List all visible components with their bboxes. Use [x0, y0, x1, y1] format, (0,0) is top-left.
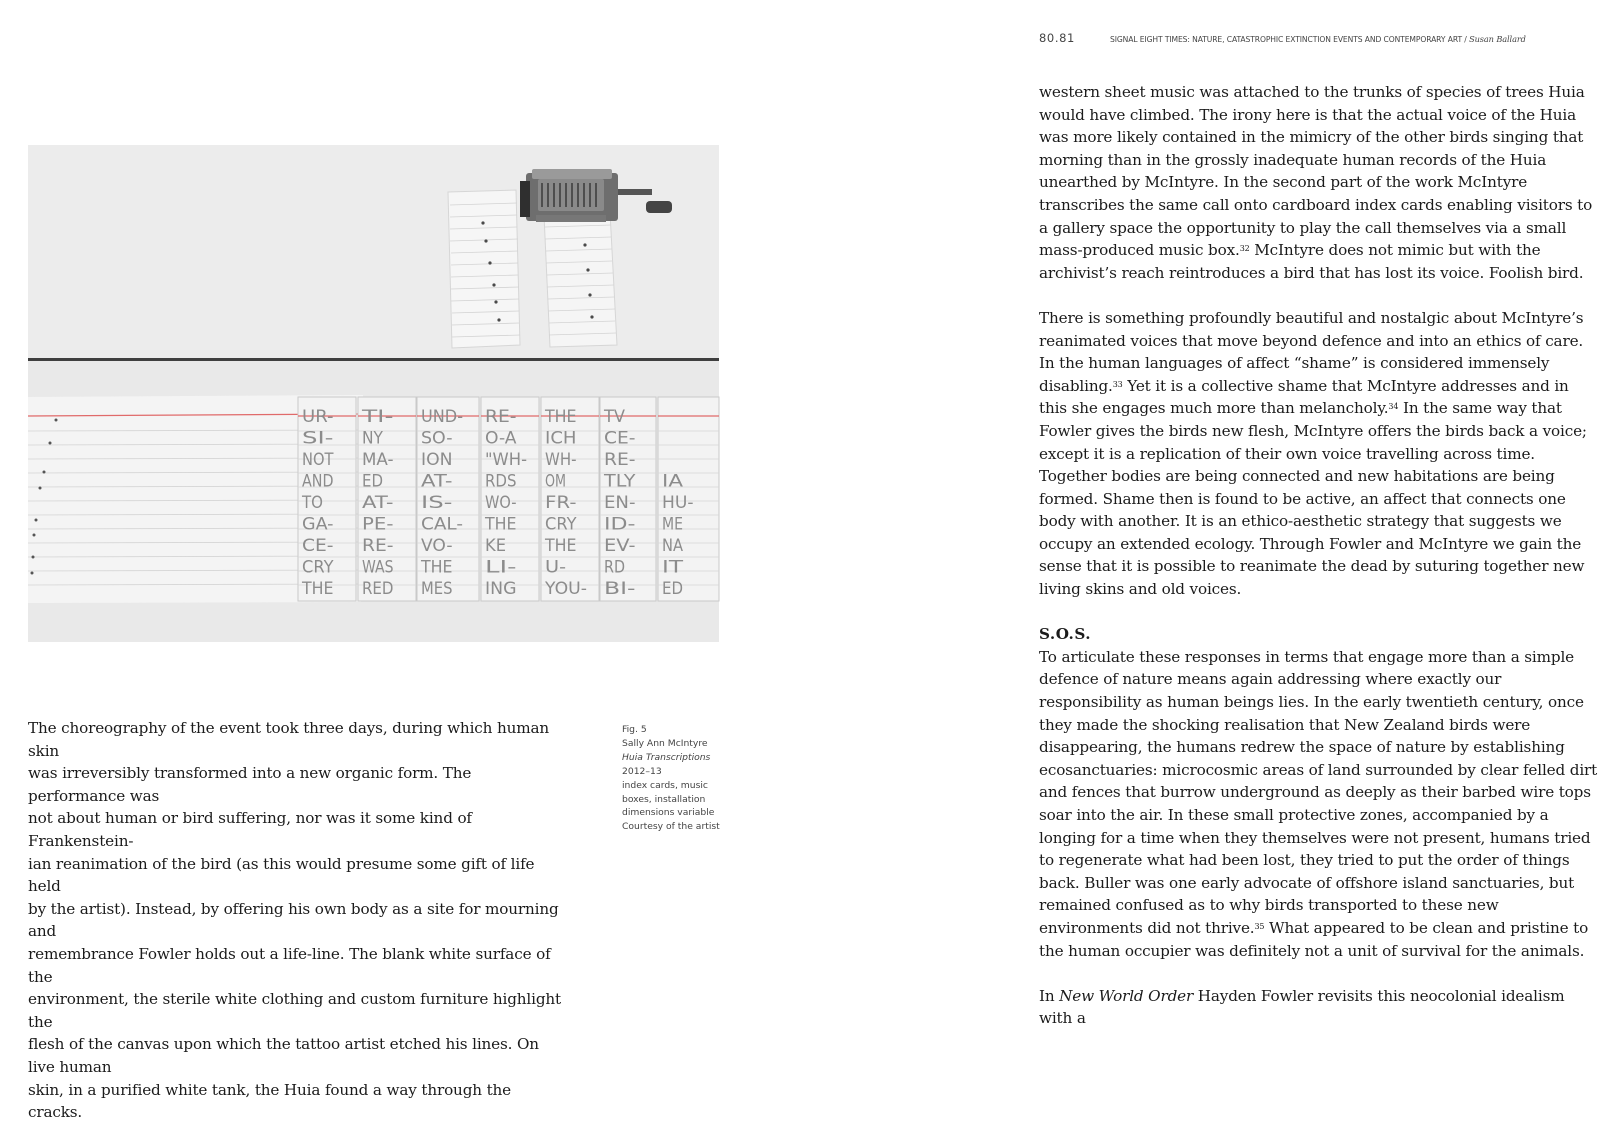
card-letters: NA [662, 536, 684, 556]
left-line: ian reanimation of the bird (as this would presume some gift of life held [28, 854, 535, 896]
card-letters: BI- [604, 579, 636, 599]
card-letters: ICH [545, 428, 577, 449]
card-letters: THE [544, 536, 577, 556]
paragraph-text: What appeared to be clean and pristine to the human occupier was definitely not a unit of survival for the animals. [1039, 918, 1589, 960]
figure-caption [622, 723, 732, 834]
card-letters: IA [662, 471, 684, 492]
paragraph [1039, 646, 1599, 962]
card-letters: ING [485, 579, 517, 599]
paragraph-text: There is something profoundly beautiful and nostalgic about McIntyre’s reanimated voices that move beyond defence and into an ethics of care. In the human languages of affect “shame” is considered immensely disabling. [1039, 308, 1584, 395]
card-letters: RE- [604, 450, 636, 470]
caption-credit: Courtesy of the artist [622, 821, 720, 833]
running-header [1039, 30, 1599, 48]
punched-strip-left [448, 190, 520, 348]
figure-photo [28, 145, 719, 642]
caption-medium: index cards, music [622, 779, 708, 791]
left-line: environment, the sterile white clothing and custom furniture highlight the [28, 990, 562, 1031]
card-letters: NOT [302, 450, 335, 470]
caption-years: 2012–13 [622, 765, 662, 777]
table-seam [28, 358, 719, 361]
card-letters: AT- [362, 493, 394, 513]
punched-strip-right [544, 212, 617, 347]
card-letters: PE- [362, 514, 394, 535]
caption-fig-number: Fig. 5 [622, 724, 647, 735]
right-page [800, 0, 1600, 1028]
paragraph-text: McIntyre does not mimic but with the archivist’s reach reintroduces a bird that has lost its voice. Foolish bird. [1039, 241, 1584, 282]
left-line: not about human or bird suffering, nor was it some kind of Frankenstein- [28, 809, 472, 850]
paragraph-text: Hayden Fowler revisits this neocolonial idealism with a [1039, 986, 1565, 1028]
card-letters: TO [301, 493, 323, 513]
card-letters: ION [421, 450, 453, 470]
right-body-column [1039, 81, 1599, 1053]
left-line: remembrance Fowler holds out a life-line. The blank white surface of the [28, 944, 551, 986]
card-letters: CE- [302, 536, 334, 556]
card-letters: IT [662, 557, 684, 578]
running-title [1110, 34, 1526, 44]
paragraph-text: To articulate these responses in terms that engage more than a simple defence of nature means again addressing where exactly our responsibility as human beings lies. In the early twentieth century, once they made the shocking realisation that New Zealand birds were disappearing, the humans redrew the space of nature by establishing ecosanctuaries: microcosmic areas of land surrounded by clear felled dirt and fences that burrow underground as deeply as their barbed wire tops soar into the air. In these small protective zones, accompanied by a longing for a time when they themselves were not present, humans tried to regenerate what had been lost, they tried to put the order of things back. Buller was one early advocate of offshore island sanctuaries, but remained confused as to why birds transported to these new environments did not thrive. [1039, 647, 1598, 937]
card-letters: AND [302, 471, 334, 492]
footnote-ref[interactable]: 32 [1239, 244, 1250, 254]
card-letters: THE [420, 557, 453, 578]
card-letters: RE- [485, 407, 517, 427]
card-letters: OM [545, 471, 566, 492]
card-letters: NY [362, 428, 384, 449]
card-letters: "WH- [485, 450, 527, 470]
card-letters: WO- [485, 493, 517, 513]
page-folio: 80.81 [1039, 31, 1075, 45]
card-letters: SO- [421, 428, 453, 449]
card-letters: ED [662, 579, 683, 599]
card-letters: VO- [421, 536, 453, 556]
paragraph [1039, 307, 1599, 601]
paragraph-text: Yet it is a collective shame that McIntyre addresses and in this she engages much more than melancholy. [1039, 376, 1569, 418]
paragraph-text: In [1039, 986, 1060, 1005]
card-letters: RDS [485, 471, 517, 492]
card-letters: CE- [604, 428, 636, 449]
card-letters: TLY [602, 471, 637, 492]
caption-dimensions: dimensions variable [622, 807, 715, 819]
work-title: New World Order [1059, 986, 1194, 1005]
card-letters: IS- [421, 493, 453, 513]
paragraph-text: western sheet music was attached to the trunks of species of trees Huia would have climbed. The irony here is that the actual voice of the Huia was more likely contained in the mimicry of the other birds singing that morning than in the grossly inadequate human records of the Huia unearthed by McIntyre. In the second part of the work McIntyre transcribes the same call onto cardboard index cards enabling visitors to a gallery space the opportunity to play the call themselves via a small mass-produced music box. [1039, 83, 1593, 260]
card-letters: RD [604, 557, 625, 578]
left-line: by the artist). Instead, by offering his own body as a site for mourning and [28, 899, 559, 941]
card-letters: MES [421, 579, 453, 599]
card-letters: THE [301, 579, 334, 599]
footnote-ref[interactable]: 35 [1254, 921, 1265, 931]
footnote-ref[interactable]: 34 [1388, 402, 1399, 412]
card-letters: U- [545, 557, 566, 578]
left-body-text [28, 717, 568, 1124]
card-letters: WAS [362, 557, 394, 578]
paragraph [1039, 985, 1599, 1030]
card-letters: SI- [302, 428, 334, 449]
card-letters: EV- [604, 536, 636, 556]
figure-illustration [28, 145, 719, 642]
paragraph [1039, 81, 1599, 284]
caption-title: Huia Transcriptions [622, 751, 711, 763]
card-letters: CAL- [421, 514, 463, 535]
running-title-text: SIGNAL EIGHT TIMES: NATURE, CATASTROPHIC EXTINCTION EVENTS AND CONTEMPORARY ART / [1110, 35, 1467, 44]
card-letters: THE [484, 514, 517, 535]
footnote-ref[interactable]: 33 [1112, 379, 1123, 389]
card-letters: HU- [662, 493, 694, 513]
card-letters: MA- [362, 450, 394, 470]
left-page [0, 0, 800, 1122]
card-letters: O-A [485, 428, 517, 449]
card-letters: KE [485, 536, 506, 556]
left-line: The choreography of the event took three days, during which human skin [28, 719, 549, 760]
card-letters: TV [603, 407, 626, 427]
card-letters: AT- [421, 471, 453, 492]
card-letters: THE [544, 407, 577, 427]
running-author: Susan Ballard [1469, 34, 1526, 44]
lettered-cards [298, 397, 719, 601]
card-letters: UR- [302, 407, 334, 427]
card-letters: CRY [302, 557, 335, 578]
paragraph-text: In the same way that Fowler gives the birds new flesh, McIntyre offers the birds back a voice; except it is a replication of their own voice travelling across time. Together bodies are being connected and new habitations are being formed. Shame then is found to be active, an affect that connects one body with another. It is an ethico-aesthetic strategy that suggests we occupy an extended ecology. Through Fowler and McIntyre we gain the sense that it is possible to reanimate the dead by suturing together new living skins and old voices. [1039, 399, 1587, 599]
card-letters: ME [662, 514, 683, 535]
card-letters: EN- [604, 493, 636, 513]
card-letters: GA- [302, 514, 334, 535]
card-letters: TI- [360, 407, 394, 427]
card-letters: WH- [545, 450, 577, 470]
card-letters: CRY [545, 514, 578, 535]
card-letters: UND- [421, 407, 463, 427]
section-heading: S.O.S. [1039, 625, 1092, 644]
card-letters: YOU- [543, 579, 587, 599]
caption-artist: Sally Ann McIntyre [622, 737, 708, 749]
card-letters: FR- [545, 493, 577, 513]
left-line: was irreversibly transformed into a new organic form. The performance was [28, 764, 472, 805]
card-letters: ID- [604, 514, 636, 535]
card-letters: ED [362, 471, 383, 492]
card-letters: RED [362, 579, 394, 599]
left-line: flesh of the canvas upon which the tattoo artist etched his lines. On live human [28, 1035, 539, 1076]
card-letters: LI- [485, 557, 517, 578]
card-letters: RE- [362, 536, 394, 556]
left-line: skin, in a purified white tank, the Huia found a way through the cracks. [28, 1080, 511, 1122]
caption-medium: boxes, installation [622, 793, 706, 805]
